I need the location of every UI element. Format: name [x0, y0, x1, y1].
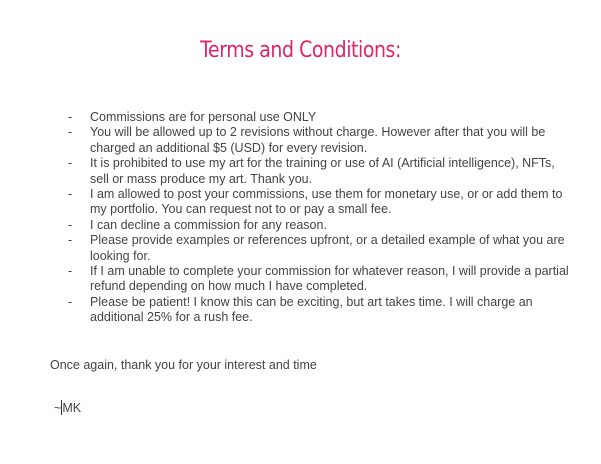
list-bullet: - [68, 264, 73, 279]
list-item [0, 125, 601, 156]
list-item [0, 156, 601, 187]
term-text: If I am unable to complete your commission for whatever reason, I will provide a partial refund depending on how much I have completed. [90, 264, 569, 294]
list-bullet: - [68, 233, 73, 248]
term-text: You will be allowed up to 2 revisions without charge. However after that you will be charged an additional $5 (USD) for every revision. [90, 125, 546, 155]
term-text: Commissions are for personal use ONLY [90, 110, 317, 124]
list-item [0, 295, 601, 326]
list-bullet: - [68, 217, 73, 232]
list-item [0, 233, 601, 264]
list-item [0, 218, 601, 233]
terms-list [0, 110, 601, 326]
list-bullet: - [68, 110, 73, 124]
list-bullet: - [68, 187, 73, 202]
list-item [0, 110, 601, 125]
signature[interactable] [54, 400, 81, 416]
term-text: It is prohibited to use my art for the training or use of AI (Artificial intelligence), NFTs, sell or mass produce my art. Thank you. [90, 156, 555, 186]
list-bullet: - [68, 294, 73, 309]
list-bullet: - [68, 156, 73, 171]
list-item [0, 264, 601, 295]
term-text: I am allowed to post your commissions, use them for monetary use, or or add them to my portfolio. You can request not to or pay a small fee. [90, 187, 563, 217]
term-text: Please provide examples or references upfront, or a detailed example of what you are looking for. [90, 233, 565, 263]
page-title: Terms and Conditions: [200, 38, 401, 63]
signature-name: MK [62, 401, 82, 415]
list-item [0, 187, 601, 218]
list-bullet: - [68, 125, 73, 140]
term-text: Please be patient! I know this can be exciting, but art takes time. I will charge an additional 25% for a rush fee. [90, 294, 533, 325]
closing-text: Once again, thank you for your interest and time [50, 358, 317, 372]
term-text: I can decline a commission for any reason. [90, 217, 327, 232]
signature-prefix: ~ [54, 401, 62, 415]
